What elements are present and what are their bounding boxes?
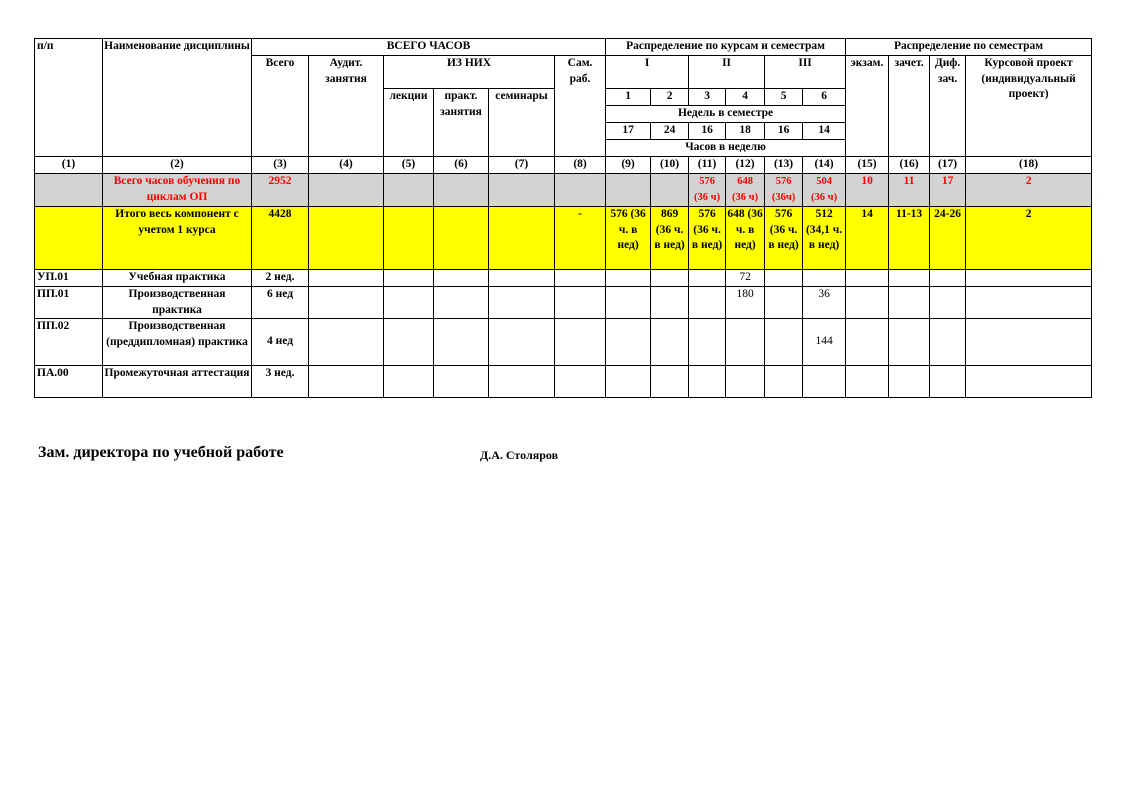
- total-all-s1: 576 (36 ч. в нед): [606, 207, 651, 270]
- header-sam: Сам. раб.: [555, 56, 606, 157]
- signature-name: Д.А. Столяров: [480, 448, 559, 462]
- pp01-s4: 180: [726, 287, 765, 319]
- header-semester-6: 6: [803, 89, 846, 106]
- total-op-s3: [689, 174, 726, 207]
- total-op-s3-value: 576: [699, 176, 715, 187]
- pp01-s6: 36: [803, 287, 846, 319]
- total-all-s3: 576 (36 ч. в нед): [689, 207, 726, 270]
- pp01-vsego: 6 нед: [252, 287, 309, 319]
- pp02-kp: [966, 319, 1092, 366]
- up01-prakt: [434, 270, 489, 287]
- header-semester-4: 4: [726, 89, 765, 106]
- up01-s1: [606, 270, 651, 287]
- pa00-zachet: [889, 366, 930, 398]
- up01-code: УП.01: [35, 270, 103, 287]
- total-all-s2: 869 (36 ч. в нед): [651, 207, 689, 270]
- header-semester-1: 1: [606, 89, 651, 106]
- total-all-exam: 14: [846, 207, 889, 270]
- total-op-audit: [309, 174, 384, 207]
- up01-s5: [765, 270, 803, 287]
- header-weeks-3: 16: [689, 123, 726, 140]
- header-weeks-label: Недель в семестре: [606, 106, 846, 123]
- pp02-s1: [606, 319, 651, 366]
- pa00-s2: [651, 366, 689, 398]
- up01-s3: [689, 270, 726, 287]
- col-num-17: (17): [930, 157, 966, 174]
- pp01-seminary: [489, 287, 555, 319]
- header-course-2: II: [689, 56, 765, 89]
- total-op-zachet: 11: [889, 174, 930, 207]
- up01-name: Учебная практика: [103, 270, 252, 287]
- col-num-5: (5): [384, 157, 434, 174]
- pa00-dif: [930, 366, 966, 398]
- col-num-11: (11): [689, 157, 726, 174]
- col-num-6: (6): [434, 157, 489, 174]
- total-op-s4-value: 648: [737, 176, 753, 187]
- total-op-code: [35, 174, 103, 207]
- row-pa00: [35, 366, 1092, 398]
- total-op-s4: [726, 174, 765, 207]
- col-num-10: (10): [651, 157, 689, 174]
- up01-seminary: [489, 270, 555, 287]
- total-op-seminary: [489, 174, 555, 207]
- total-op-lekcii: [384, 174, 434, 207]
- row-pp02: [35, 319, 1092, 366]
- pa00-seminary: [489, 366, 555, 398]
- header-hours-week-label: Часов в неделю: [606, 140, 846, 157]
- header-weeks-2: 24: [651, 123, 689, 140]
- pp02-sam: [555, 319, 606, 366]
- pp02-audit: [309, 319, 384, 366]
- row-pp01: [35, 287, 1092, 319]
- col-num-7: (7): [489, 157, 555, 174]
- total-all-zachet: 11-13: [889, 207, 930, 270]
- col-num-9: (9): [606, 157, 651, 174]
- header-semester-3: 3: [689, 89, 726, 106]
- total-all-prakt: [434, 207, 489, 270]
- pp02-s4: [726, 319, 765, 366]
- up01-vsego: 2 нед.: [252, 270, 309, 287]
- header-weeks-5: 16: [765, 123, 803, 140]
- col-num-12: (12): [726, 157, 765, 174]
- pa00-sam: [555, 366, 606, 398]
- row-total-op: [35, 174, 1092, 207]
- total-op-prakt: [434, 174, 489, 207]
- total-op-s4-note: (36 ч): [732, 191, 759, 203]
- pp02-s6: 144: [803, 319, 846, 366]
- col-num-4: (4): [309, 157, 384, 174]
- header-lekcii: лекции: [384, 89, 434, 157]
- header-weeks-4: 18: [726, 123, 765, 140]
- pa00-lekcii: [384, 366, 434, 398]
- pa00-code: ПА.00: [35, 366, 103, 398]
- pp01-code: ПП.01: [35, 287, 103, 319]
- pa00-prakt: [434, 366, 489, 398]
- pa00-vsego: 3 нед.: [252, 366, 309, 398]
- total-all-sam: -: [555, 207, 606, 270]
- total-op-s1: [606, 174, 651, 207]
- total-op-kp: 2: [966, 174, 1092, 207]
- header-total-hours: ВСЕГО ЧАСОВ: [252, 39, 606, 56]
- pp01-s5: [765, 287, 803, 319]
- total-all-audit: [309, 207, 384, 270]
- total-op-sam: [555, 174, 606, 207]
- header-course-3: III: [765, 56, 846, 89]
- up01-dif: [930, 270, 966, 287]
- total-op-s2: [651, 174, 689, 207]
- header-distribution-courses: Распределение по курсам и семестрам: [606, 39, 846, 56]
- pp02-prakt: [434, 319, 489, 366]
- pp01-prakt: [434, 287, 489, 319]
- header-np: п/п: [35, 39, 103, 157]
- total-all-lekcii: [384, 207, 434, 270]
- total-all-s4: 648 (36 ч. в нед): [726, 207, 765, 270]
- header-semester-2: 2: [651, 89, 689, 106]
- total-op-vsego: 2952: [252, 174, 309, 207]
- up01-lekcii: [384, 270, 434, 287]
- pa00-s5: [765, 366, 803, 398]
- pp01-sam: [555, 287, 606, 319]
- up01-s2: [651, 270, 689, 287]
- pa00-s4: [726, 366, 765, 398]
- curriculum-table: [34, 38, 1092, 398]
- header-course-1: I: [606, 56, 689, 89]
- pp02-lekcii: [384, 319, 434, 366]
- pp02-s2: [651, 319, 689, 366]
- total-op-s6-value: 504: [816, 176, 832, 187]
- pp01-s2: [651, 287, 689, 319]
- pa00-name: Промежуточная аттестация: [103, 366, 252, 398]
- pp02-code: ПП.02: [35, 319, 103, 366]
- pp01-exam: [846, 287, 889, 319]
- col-num-14: (14): [803, 157, 846, 174]
- header-weeks-6: 14: [803, 123, 846, 140]
- col-num-3: (3): [252, 157, 309, 174]
- header-iz-nih: ИЗ НИХ: [384, 56, 555, 89]
- pp02-vsego: 4 нед: [252, 319, 309, 366]
- pa00-exam: [846, 366, 889, 398]
- header-seminary: семинары: [489, 89, 555, 157]
- total-all-s6: 512 (34,1 ч. в нед): [803, 207, 846, 270]
- pa00-audit: [309, 366, 384, 398]
- pp01-zachet: [889, 287, 930, 319]
- total-op-s6-note: (36 ч): [811, 191, 838, 203]
- header-exam: экзам.: [846, 56, 889, 157]
- header-prakt: практ. занятия: [434, 89, 489, 157]
- header-course-project: Курсовой проект (индивидуальный проект): [966, 56, 1092, 157]
- pp01-s1: [606, 287, 651, 319]
- total-all-kp: 2: [966, 207, 1092, 270]
- pp01-s3: [689, 287, 726, 319]
- pa00-s1: [606, 366, 651, 398]
- header-semester-5: 5: [765, 89, 803, 106]
- pp02-dif: [930, 319, 966, 366]
- up01-kp: [966, 270, 1092, 287]
- total-all-code: [35, 207, 103, 270]
- total-all-dif: 24-26: [930, 207, 966, 270]
- pp01-dif: [930, 287, 966, 319]
- header-vsego: Всего: [252, 56, 309, 157]
- header-name: Наименование дисциплины: [103, 39, 252, 157]
- col-num-8: (8): [555, 157, 606, 174]
- pp01-name: Производственная практика: [103, 287, 252, 319]
- up01-exam: [846, 270, 889, 287]
- up01-s4: 72: [726, 270, 765, 287]
- total-op-name: Всего часов обучения по циклам ОП: [103, 174, 252, 207]
- col-num-18: (18): [966, 157, 1092, 174]
- total-all-seminary: [489, 207, 555, 270]
- total-all-vsego: 4428: [252, 207, 309, 270]
- total-op-dif: 17: [930, 174, 966, 207]
- row-up01: [35, 270, 1092, 287]
- signature-title: Зам. директора по учебной работе: [38, 444, 284, 461]
- col-num-15: (15): [846, 157, 889, 174]
- total-op-s5-note: (36ч): [771, 191, 796, 203]
- header-dif: Диф. зач.: [930, 56, 966, 157]
- up01-s6: [803, 270, 846, 287]
- total-op-s5-value: 576: [775, 176, 792, 187]
- pp01-lekcii: [384, 287, 434, 319]
- pp02-s3: [689, 319, 726, 366]
- pp02-s5: [765, 319, 803, 366]
- header-audit: Аудит. занятия: [309, 56, 384, 157]
- pa00-s3: [689, 366, 726, 398]
- up01-audit: [309, 270, 384, 287]
- pp02-name: Производственная (преддипломная) практика: [103, 319, 252, 366]
- pa00-kp: [966, 366, 1092, 398]
- col-num-2: (2): [103, 157, 252, 174]
- up01-sam: [555, 270, 606, 287]
- col-num-1: (1): [35, 157, 103, 174]
- up01-zachet: [889, 270, 930, 287]
- pa00-s6: [803, 366, 846, 398]
- total-op-s5: [765, 174, 803, 207]
- pp02-exam: [846, 319, 889, 366]
- total-all-name: Итого весь компонент с учетом 1 курса: [103, 207, 252, 270]
- header-zachet: зачет.: [889, 56, 930, 157]
- total-op-exam: 10: [846, 174, 889, 207]
- pp02-seminary: [489, 319, 555, 366]
- row-total-all: [35, 207, 1092, 270]
- col-num-13: (13): [765, 157, 803, 174]
- header-weeks-1: 17: [606, 123, 651, 140]
- pp01-kp: [966, 287, 1092, 319]
- col-num-16: (16): [889, 157, 930, 174]
- header-distribution-semesters: Распределение по семестрам: [846, 39, 1092, 56]
- total-op-s6: [803, 174, 846, 207]
- total-all-s5: 576 (36 ч. в нед): [765, 207, 803, 270]
- pp01-audit: [309, 287, 384, 319]
- total-op-s3-note: (36 ч): [694, 191, 721, 203]
- pp02-zachet: [889, 319, 930, 366]
